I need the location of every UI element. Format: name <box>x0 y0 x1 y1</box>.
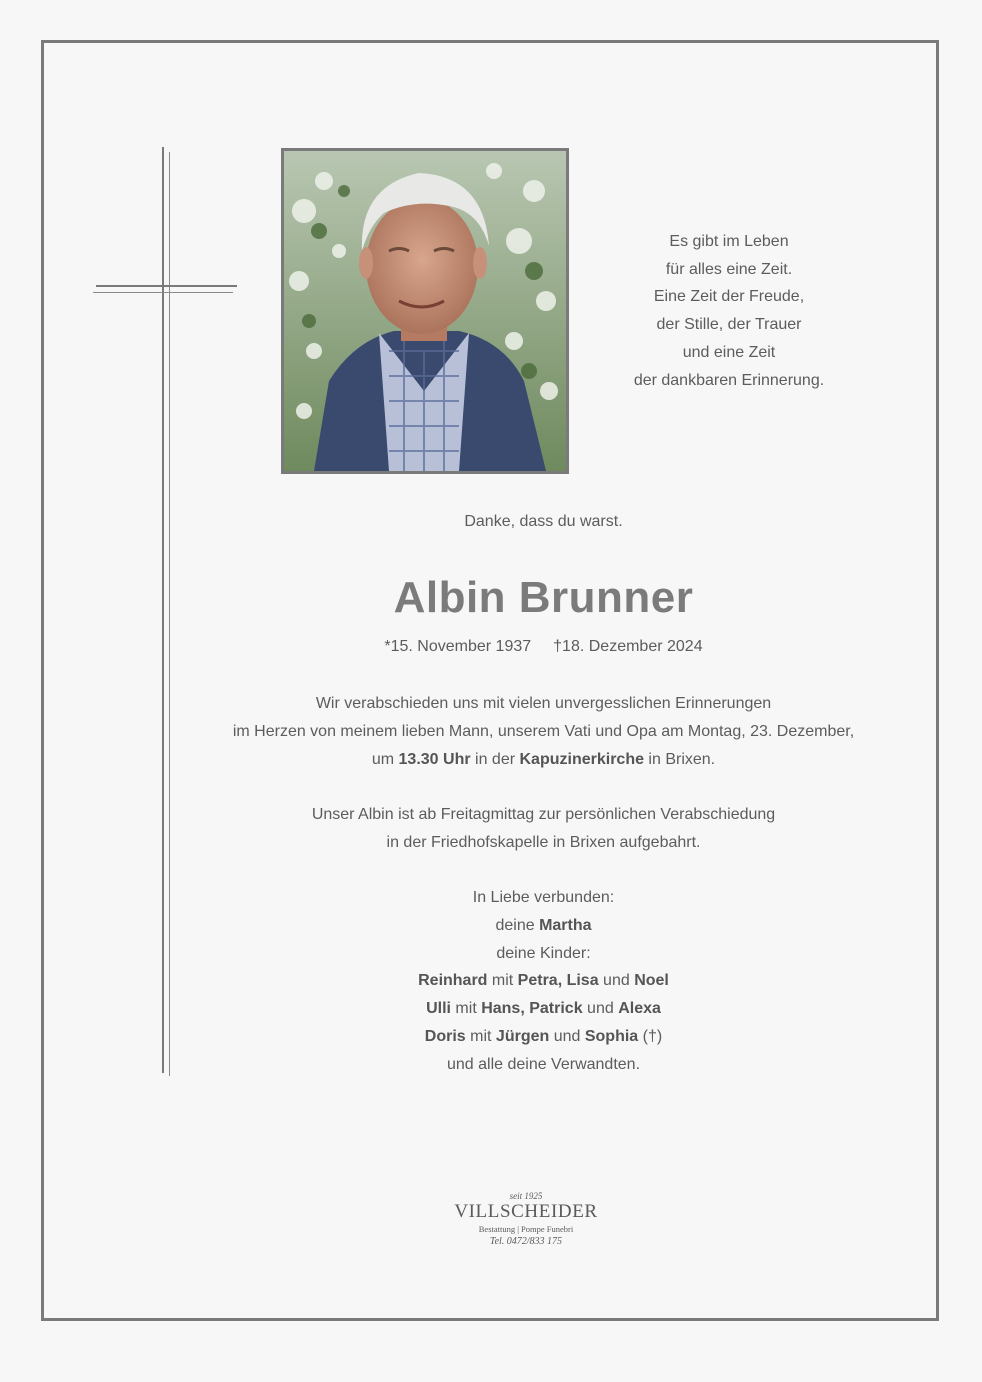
family-wife <box>105 912 982 940</box>
cross-horizontal-bar <box>96 285 237 287</box>
family-name-bold: Noel <box>634 972 669 990</box>
logo-brand: VILLSCHEIDER <box>454 1201 598 1222</box>
cross-horizontal-bar-thin <box>93 292 233 293</box>
portrait-photo <box>281 148 569 474</box>
announcement-line: im Herzen von meinem lieben Mann, unserem Vati und Opa am Montag, 23. Dezember, <box>232 722 855 740</box>
funeral-time: 13.30 Uhr <box>398 750 471 768</box>
viewing-line: Unser Albin ist ab Freitagmittag zur persönlichen Verabschiedung <box>311 806 776 823</box>
logo-phone: Tel. 0472/833 175 <box>489 1236 563 1247</box>
text-fragment: deine <box>495 916 540 934</box>
family-name-bold: Hans, Patrick <box>481 1000 583 1018</box>
quote-line: der dankbaren Erinnerung. <box>633 371 825 389</box>
family-name-bold: Reinhard <box>418 972 488 990</box>
text-fragment: (†) <box>638 1027 663 1045</box>
quote-line: und eine Zeit <box>682 343 776 361</box>
family-name-bold: Alexa <box>618 1000 661 1018</box>
family-intro: In Liebe verbunden: <box>472 889 615 906</box>
quote-line: der Stille, der Trauer <box>656 316 802 334</box>
logo-subtitle: Bestattung | Pompe Funebri <box>478 1224 574 1234</box>
text-fragment: mit <box>465 1027 496 1045</box>
family-row <box>105 1023 982 1051</box>
quote-line: für alles eine Zeit. <box>665 260 793 278</box>
family-name-bold: Ulli <box>426 1000 451 1018</box>
quote-line: Eine Zeit der Freude, <box>653 288 805 306</box>
death-date: †18. Dezember 2024 <box>553 638 703 655</box>
funeral-church: Kapuzinerkirche <box>519 750 644 768</box>
family-name-bold: Petra, Lisa <box>517 972 599 990</box>
family-name-bold: Sophia <box>584 1027 639 1045</box>
announcement-line: Wir verabschieden uns mit vielen unvergesslichen Erinnerungen <box>315 695 772 712</box>
deceased-name: Albin Brunner <box>393 573 694 622</box>
family-name-bold: Doris <box>424 1027 466 1045</box>
text-fragment: mit <box>487 972 518 990</box>
viewing-info <box>0 801 982 857</box>
text-fragment: und <box>598 972 635 990</box>
text-fragment: und <box>549 1027 585 1045</box>
quote-line: Es gibt im Leben <box>669 233 789 250</box>
funeral-announcement <box>0 690 982 773</box>
family-row <box>105 967 982 995</box>
thanks-line: Danke, dass du warst. <box>464 513 623 530</box>
text-fragment: in der <box>470 750 520 768</box>
text-fragment: in Brixen. <box>643 750 716 768</box>
logo-since: seit 1925 <box>509 1191 543 1201</box>
family-children-intro: deine Kinder: <box>496 944 591 962</box>
family-list <box>0 884 982 1079</box>
family-row <box>105 995 982 1023</box>
text-fragment: um <box>371 750 399 768</box>
portrait-image <box>284 151 566 471</box>
memorial-quote <box>600 228 858 394</box>
announcement-line <box>105 746 982 774</box>
viewing-line: in der Friedhofskapelle in Brixen aufgebahrt. <box>386 833 701 851</box>
family-name-bold: Martha <box>539 916 592 934</box>
funeral-home-logo <box>450 1191 602 1248</box>
family-name-bold: Jürgen <box>495 1027 550 1045</box>
birth-date: *15. November 1937 <box>384 638 532 655</box>
text-fragment: mit <box>450 1000 482 1018</box>
text-fragment: und <box>582 1000 619 1018</box>
family-closing: und alle deine Verwandten. <box>446 1055 641 1073</box>
life-dates <box>0 638 982 656</box>
